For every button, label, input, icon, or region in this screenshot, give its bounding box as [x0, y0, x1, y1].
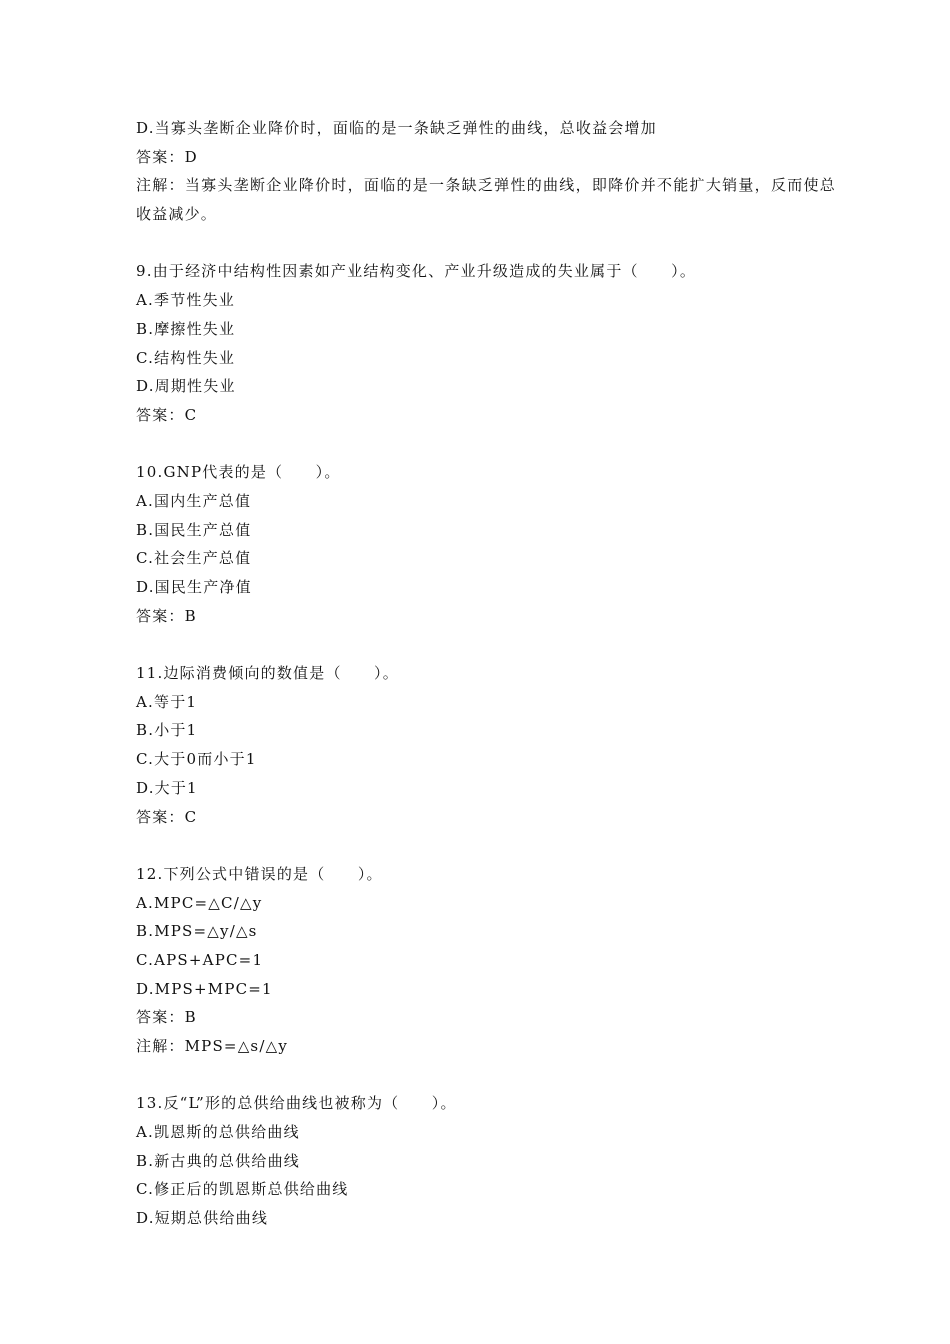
question-12 — [136, 860, 836, 1061]
answer: 答案：D — [136, 147, 198, 166]
option-b: B.摩擦性失业 — [136, 319, 236, 338]
option-c: C.结构性失业 — [136, 348, 236, 367]
option-b: B.国民生产总值 — [136, 520, 252, 539]
question-text: 9.由于经济中结构性因素如产业结构变化、产业升级造成的失业属于（ ）。 — [136, 262, 697, 281]
option-c: C.修正后的凯恩斯总供给曲线 — [136, 1180, 349, 1199]
option-c: C.APS+APC=1 — [136, 950, 264, 969]
option-a: A.国内生产总值 — [136, 491, 252, 510]
option-a: A.等于1 — [136, 692, 198, 711]
option-d: D.MPS+MPC=1 — [136, 979, 273, 998]
question-11 — [136, 659, 836, 831]
question-10 — [136, 458, 836, 630]
question-text: 13.反“L”形的总供给曲线也被称为（ ）。 — [136, 1094, 457, 1113]
question-8-tail — [136, 114, 836, 229]
document-page — [136, 114, 836, 1233]
answer: 答案：C — [136, 807, 198, 826]
question-text: 11.边际消费倾向的数值是（ ）。 — [136, 664, 399, 683]
answer: 答案：B — [136, 1008, 197, 1027]
question-9 — [136, 257, 836, 429]
note: 注解：当寡头垄断企业降价时，面临的是一条缺乏弹性的曲线，即降价并不能扩大销量，反而使总收益减少。 — [136, 176, 836, 224]
option-a: A.凯恩斯的总供给曲线 — [136, 1123, 300, 1142]
option-b: B.新古典的总供给曲线 — [136, 1151, 300, 1170]
option-b: B.小于1 — [136, 721, 198, 740]
option-c: C.社会生产总值 — [136, 549, 252, 568]
option-c: C.大于0而小于1 — [136, 750, 257, 769]
question-text: 12.下列公式中错误的是（ ）。 — [136, 864, 383, 883]
option-d: D.国民生产净值 — [136, 578, 252, 597]
option-b: B.MPS=△y/△s — [136, 922, 258, 941]
answer: 答案：B — [136, 606, 197, 625]
note: 注解：MPS=△s/△y — [136, 1037, 288, 1056]
question-13 — [136, 1089, 836, 1232]
option-a: A.季节性失业 — [136, 291, 236, 310]
option-d: D.短期总供给曲线 — [136, 1209, 269, 1228]
option-d: D.大于1 — [136, 778, 198, 797]
question-text: 10.GNP代表的是（ ）。 — [136, 463, 341, 482]
option-d: D.当寡头垄断企业降价时，面临的是一条缺乏弹性的曲线，总收益会增加 — [136, 119, 657, 137]
option-a: A.MPC=△C/△y — [136, 893, 263, 912]
option-d: D.周期性失业 — [136, 377, 236, 396]
answer: 答案：C — [136, 405, 198, 424]
